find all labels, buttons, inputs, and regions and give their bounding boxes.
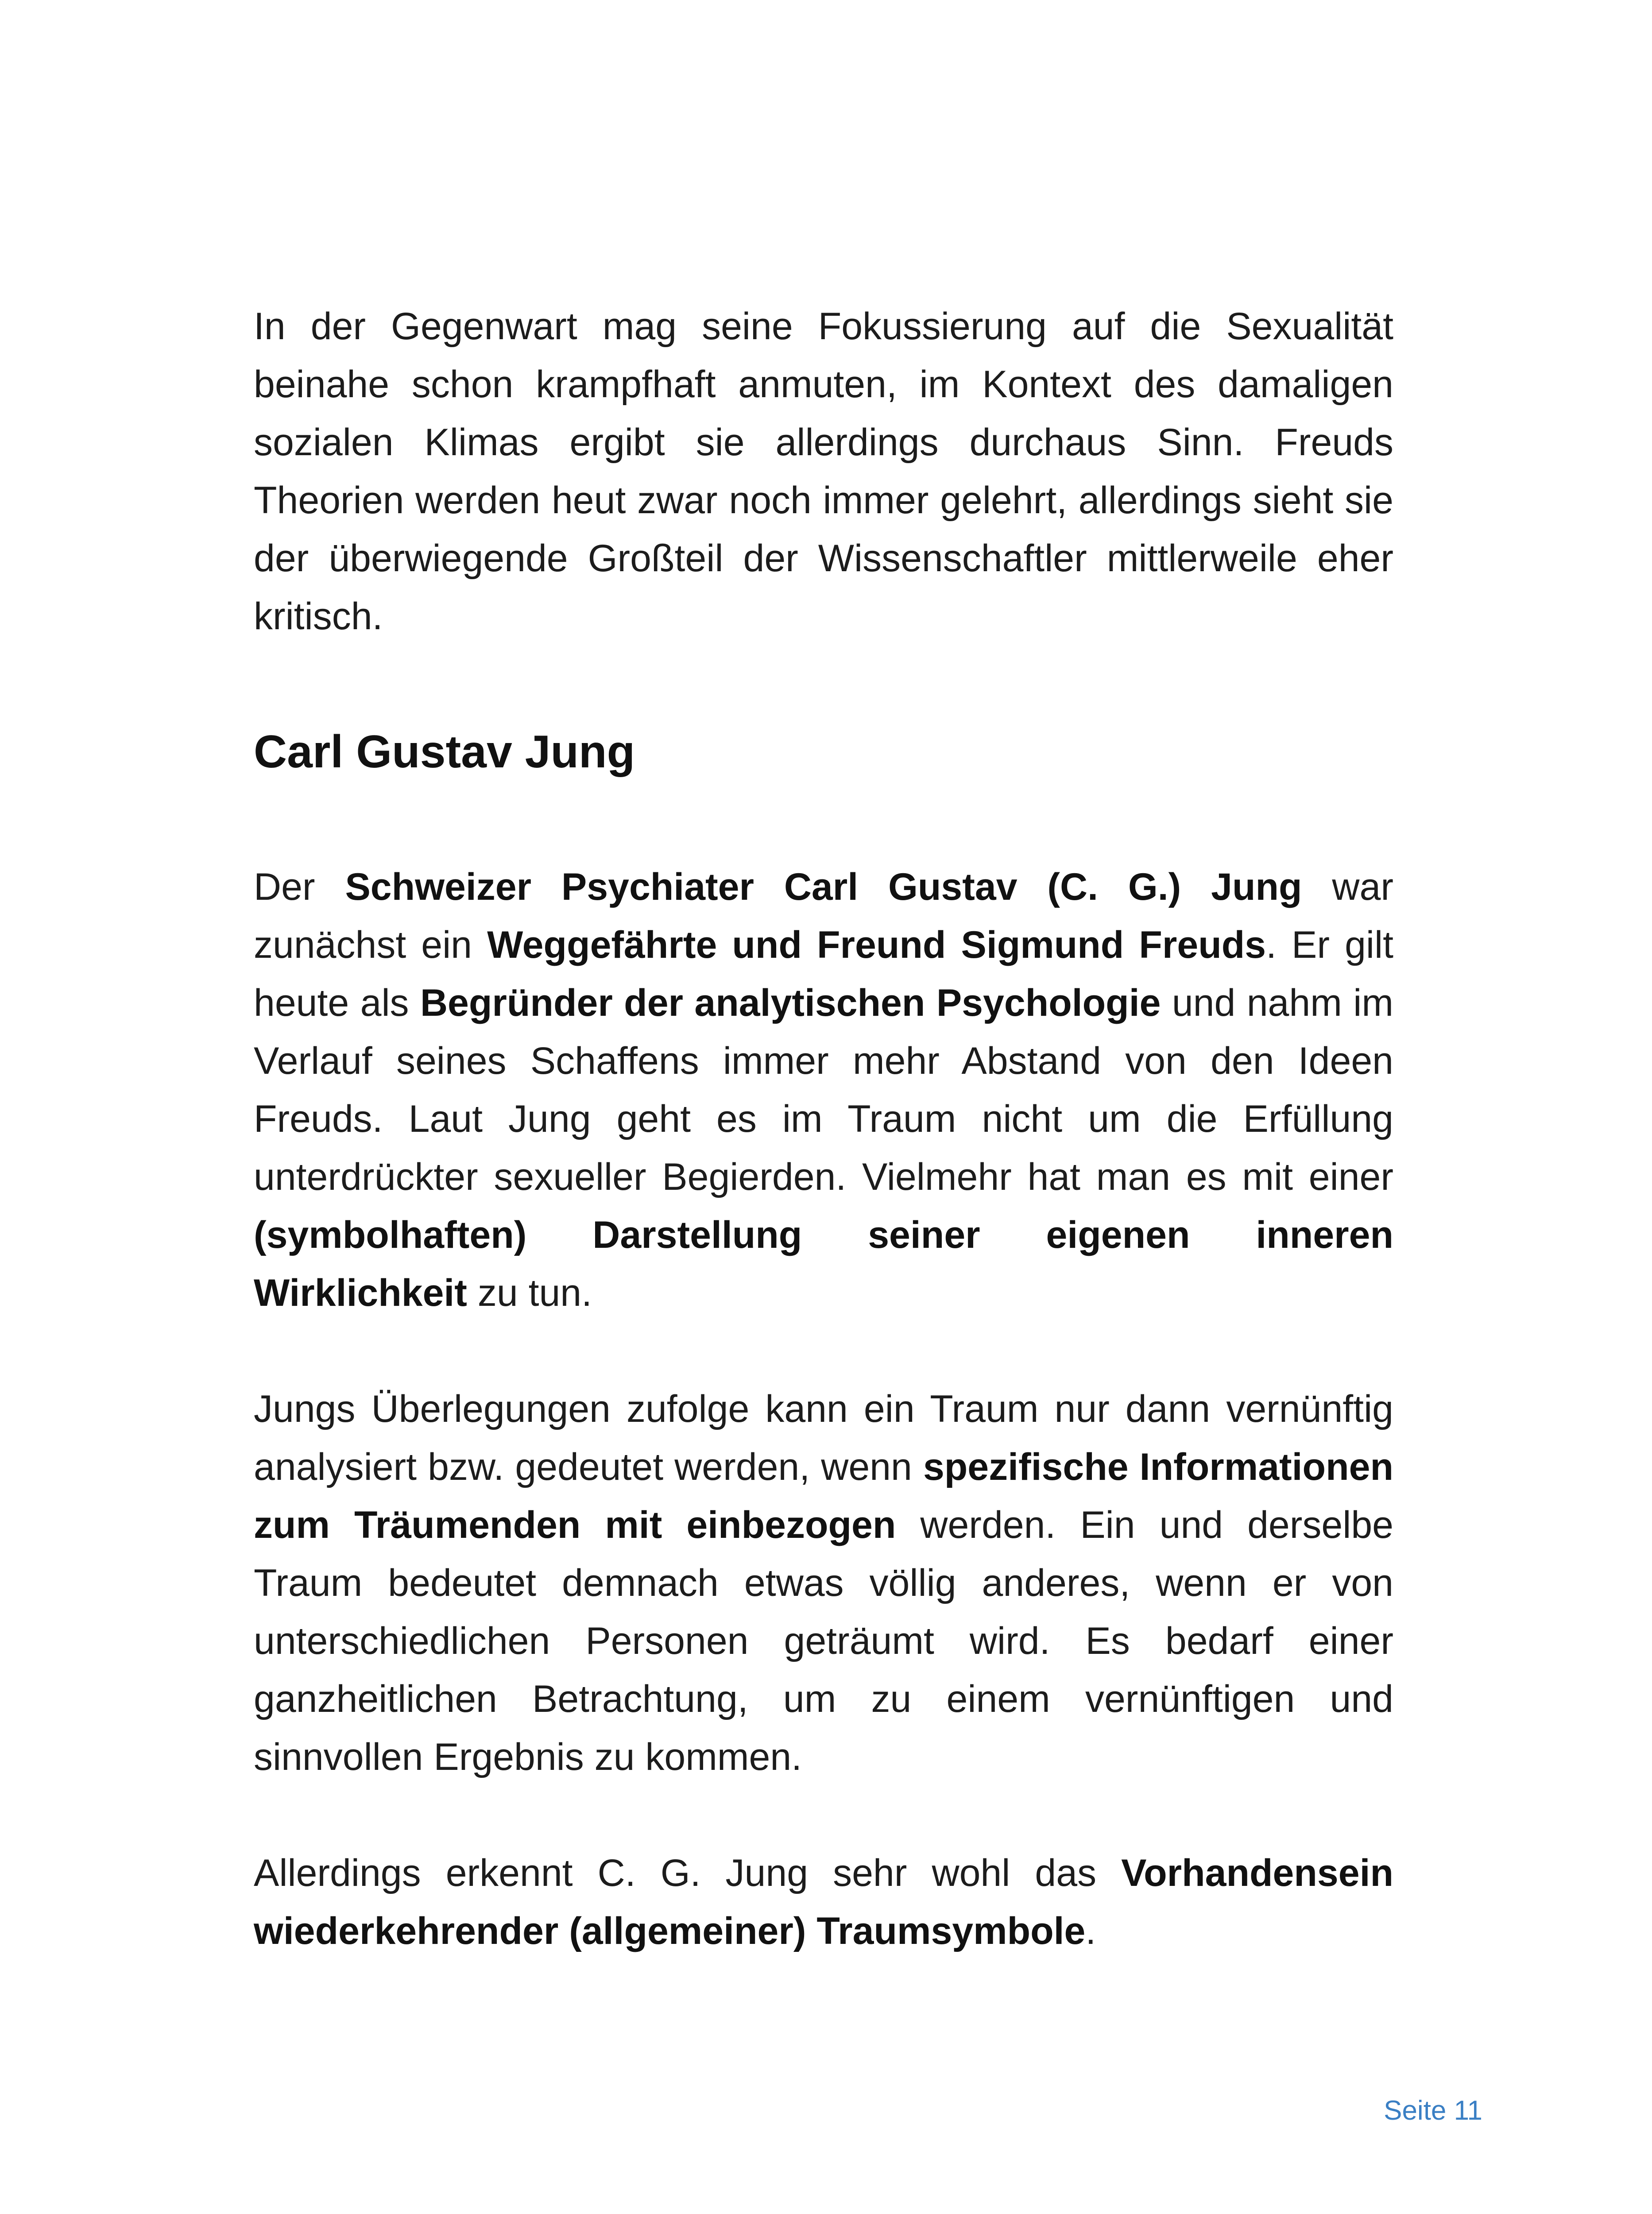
- page-number: Seite 11: [1384, 2095, 1482, 2126]
- paragraph-text: werden. Ein und derselbe Traum bedeutet demnach etwas völlig anderes, wenn er von unterschiedlichen Personen geträumt wird. Es bedarf einer ganzheitlichen Betrachtung, um zu einem vernünftigen und sinnvollen Ergebnis zu kommen.: [254, 1504, 1393, 1778]
- bold-phrase: spezifische Informationen zum Träumenden mit einbezogen: [254, 1446, 1393, 1546]
- bold-phrase: Weggefährte und Freund Sigmund Freuds: [487, 924, 1266, 966]
- paragraph-jung-intro: [254, 858, 1393, 1322]
- paragraph-text: In der Gegenwart mag seine Fokussierung auf die Sexualität beinahe schon krampfhaft anmuten, im Kontext des damaligen sozialen Klimas ergibt sie allerdings durchaus Sinn. Freuds Theorien werden heut zwar noch immer gelehrt, allerdings sieht sie der überwiegende Großteil der Wissenschaftler mittlerweile eher kritisch.: [254, 305, 1393, 638]
- document-body: [254, 298, 1393, 1960]
- paragraph-text: .: [1085, 1910, 1096, 1952]
- bold-phrase: Schweizer Psychiater Carl Gustav (C. G.) Jung: [345, 866, 1302, 908]
- section-heading: Carl Gustav Jung: [254, 726, 635, 778]
- paragraph-jung-symbols: [254, 1844, 1393, 1960]
- bold-phrase: Begründer der analytischen Psychologie: [420, 982, 1161, 1024]
- bold-phrase: Vorhandensein wiederkehrender (allgemeiner) Traumsymbole: [254, 1852, 1393, 1952]
- paragraph-text: Allerdings erkennt C. G. Jung sehr wohl das: [254, 1852, 1122, 1894]
- paragraph-freud-criticism: [254, 298, 1393, 646]
- paragraph-text: zu tun.: [467, 1272, 592, 1314]
- paragraph-text: und nahm im Verlauf seines Schaffens immer mehr Abstand von den Ideen Freuds. Laut Jung geht es im Traum nicht um die Erfüllung unterdrückter sexueller Begierden. Vielmehr hat man es mit einer: [254, 982, 1393, 1198]
- paragraph-jung-analysis: [254, 1380, 1393, 1786]
- paragraph-text: war zunächst ein: [254, 866, 1394, 966]
- bold-phrase: (symbolhaften) Darstellung seiner eigenen inneren Wirklichkeit: [254, 1214, 1393, 1314]
- paragraph-text: Jungs Überlegungen zufolge kann ein Traum nur dann vernünftig analysiert bzw. gedeutet werden, wenn: [254, 1388, 1393, 1488]
- paragraph-text: Der: [254, 866, 345, 908]
- paragraph-text: . Er gilt heute als: [254, 924, 1393, 1024]
